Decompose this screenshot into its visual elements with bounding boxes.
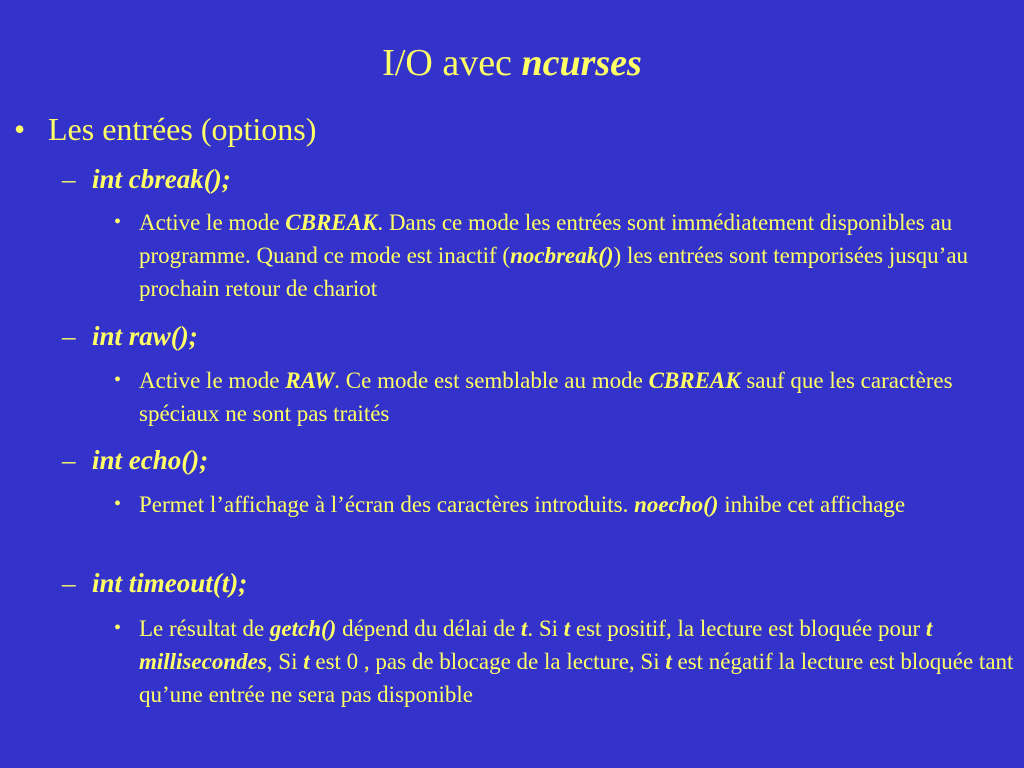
section-heading-label: Les entrées (options) bbox=[48, 111, 317, 147]
dash-icon: – bbox=[62, 321, 76, 351]
slide-title-prefix: I/O avec bbox=[382, 42, 522, 84]
function-signature: int echo(); bbox=[92, 445, 209, 475]
dash-icon: – bbox=[62, 445, 76, 475]
description-text: Le résultat de getch() dépend du délai de t. Si t est positif, la lecture est bloquée pour t millisecondes, Si t est 0 , pas de blocage de la lecture, Si t est négatif la lecture est bloquée tant qu’une entrée ne sera pas disponible bbox=[139, 616, 1014, 707]
slide-title-emphasis: ncurses bbox=[521, 42, 642, 84]
dash-icon: – bbox=[62, 164, 76, 194]
description-text: Permet l’affichage à l’écran des caractères introduits. noecho() inhibe cet affichage bbox=[139, 492, 906, 517]
bullet-icon: • bbox=[14, 111, 26, 147]
dash-icon: – bbox=[62, 568, 76, 598]
bullet-icon: • bbox=[114, 369, 122, 391]
description-text: Active le mode CBREAK. Dans ce mode les entrées sont immédiatement disponibles au programme. Quand ce mode est inactif (nocbreak()) les entrées sont temporisées jusqu’au prochain retour de chariot bbox=[139, 210, 969, 301]
description-text: Active le mode RAW. Ce mode est semblable au mode CBREAK sauf que les caractères spéciaux ne sont pas traités bbox=[139, 368, 953, 426]
function-signature: int raw(); bbox=[92, 321, 198, 351]
slide-title bbox=[0, 40, 1024, 86]
bullet-icon: • bbox=[114, 211, 122, 233]
bullet-icon: • bbox=[114, 493, 122, 515]
function-signature: int timeout(t); bbox=[92, 568, 248, 598]
bullet-icon: • bbox=[114, 617, 122, 639]
function-signature: int cbreak(); bbox=[92, 164, 231, 194]
